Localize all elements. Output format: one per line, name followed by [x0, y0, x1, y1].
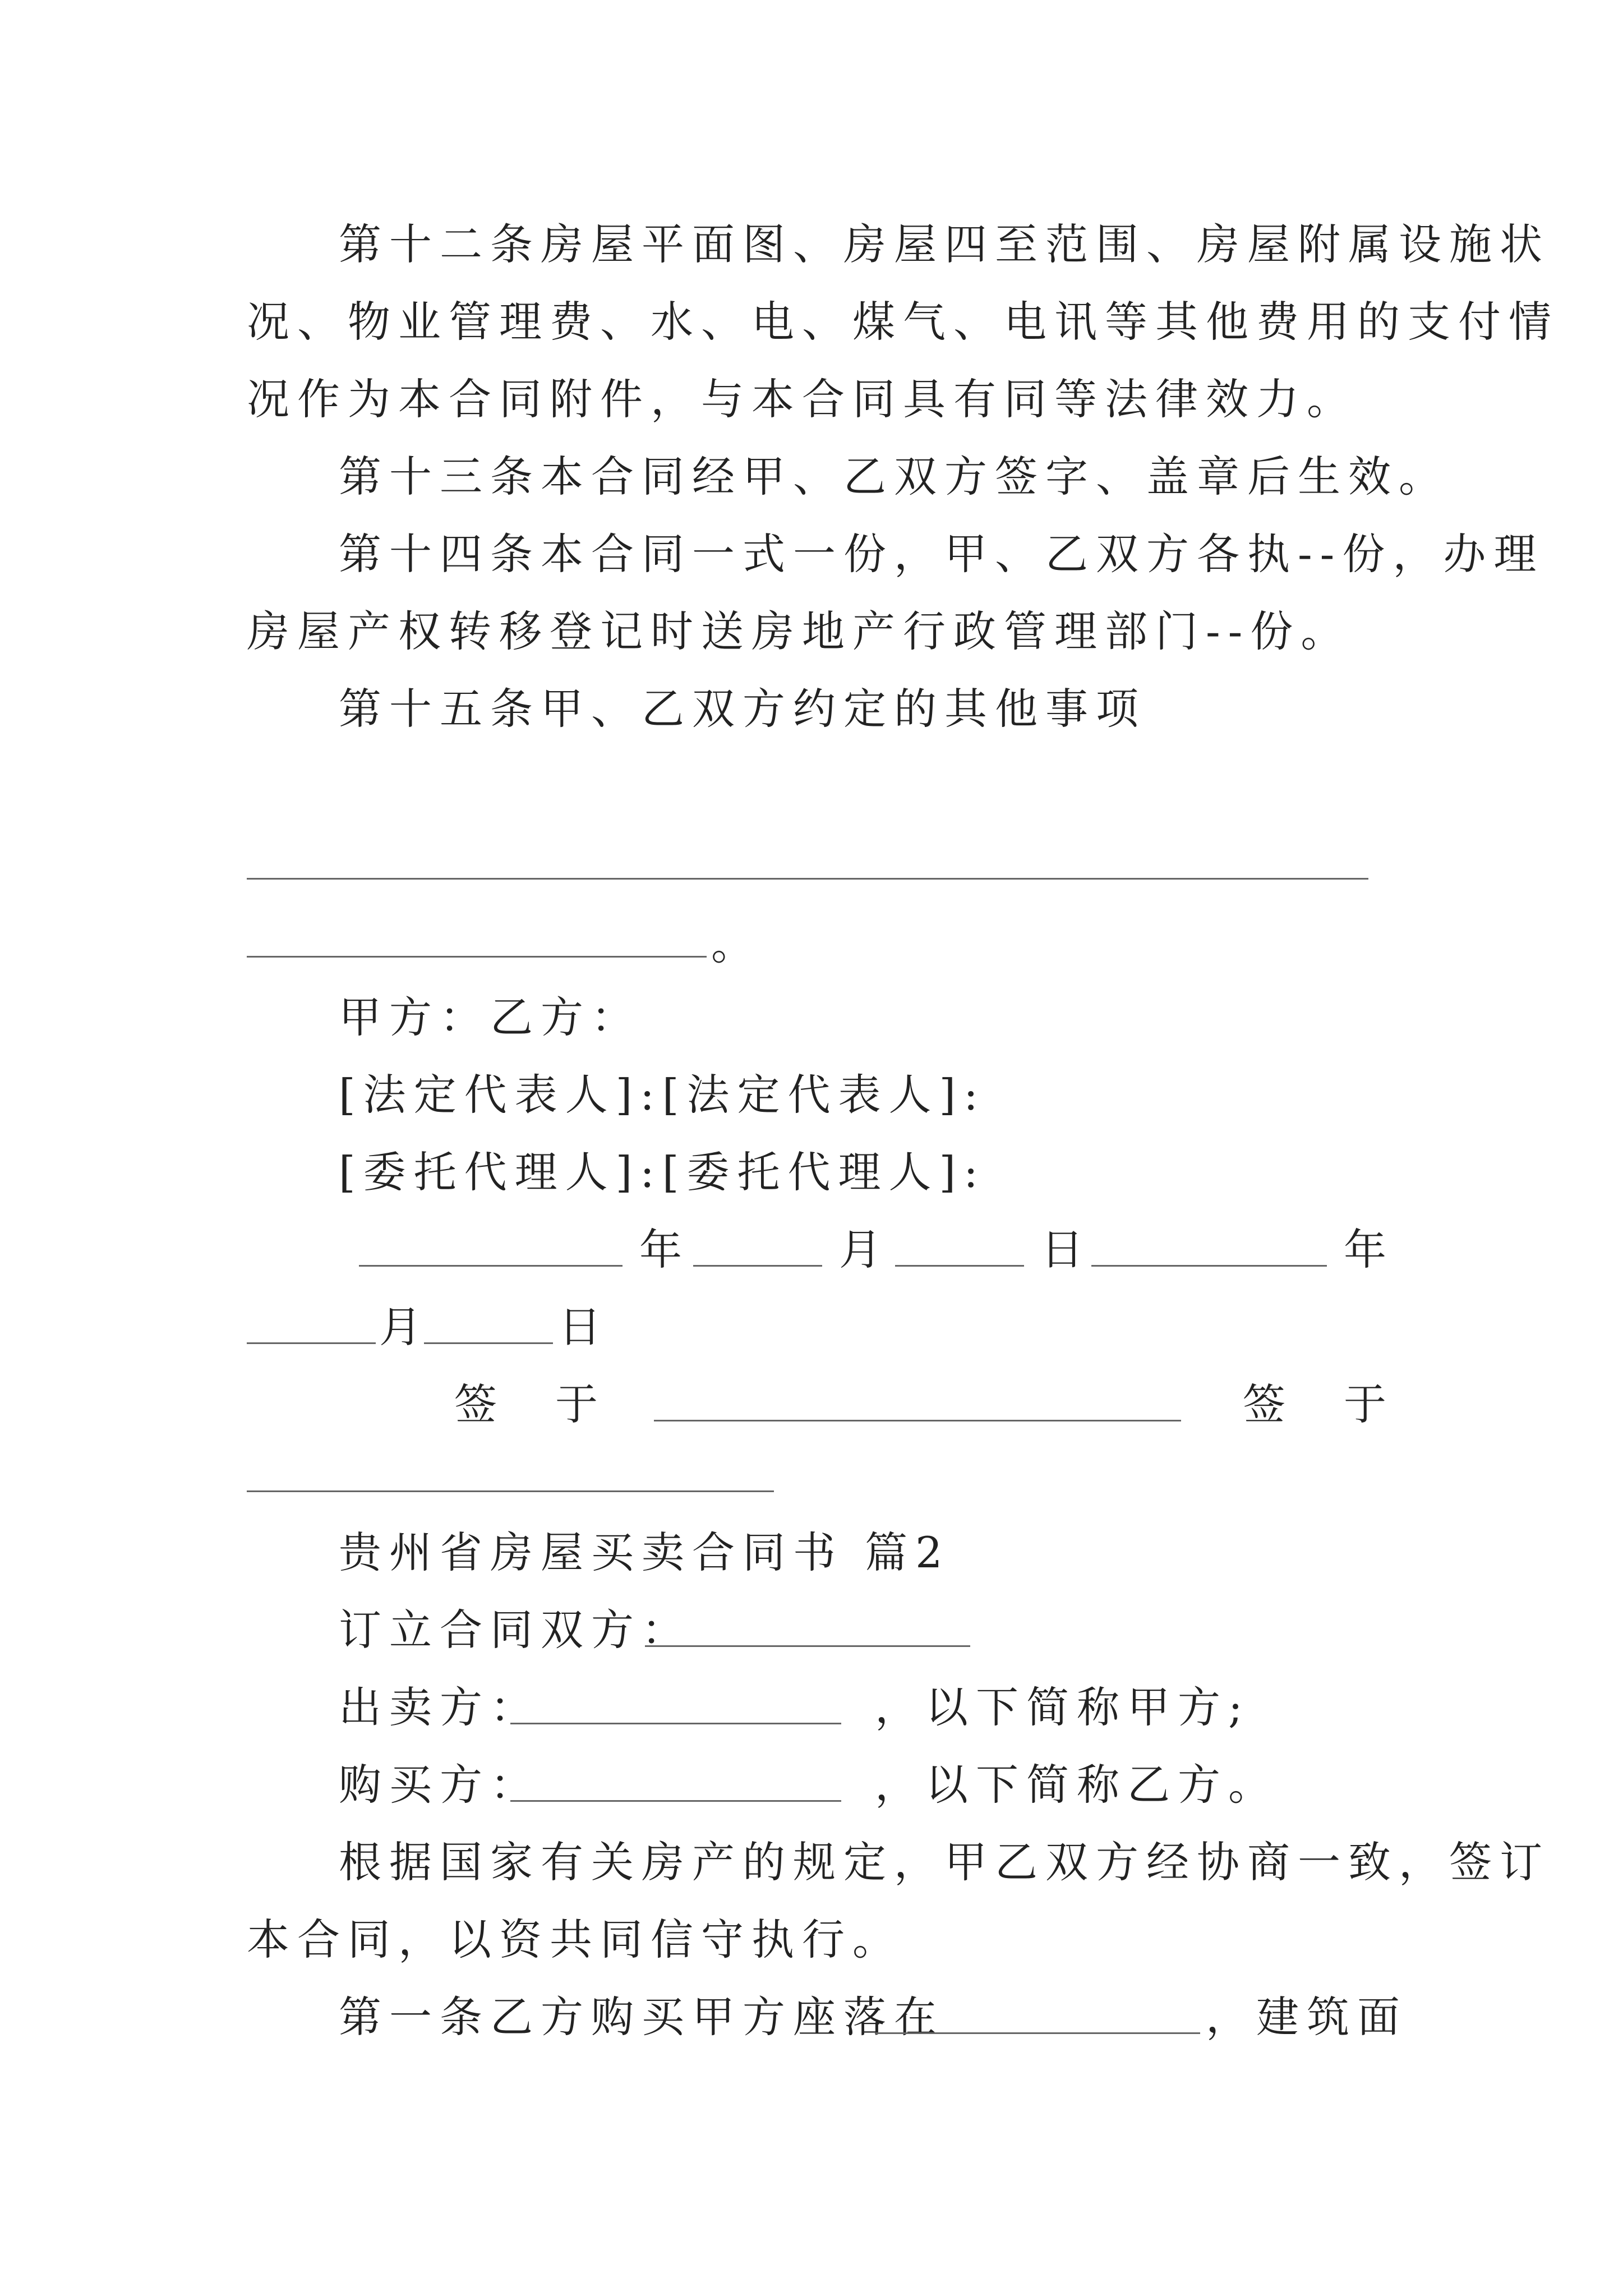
label-year-1: 年 [639, 1225, 690, 1274]
label-day-2: 日 [559, 1302, 609, 1352]
label-contract-parties: 订立合同双方： [339, 1605, 692, 1655]
signature-legal-rep: [法定代表人]:[法定代表人]: [339, 1070, 986, 1120]
paragraph-article-15: 第十五条甲、乙双方约定的其他事项 [339, 684, 1146, 734]
paragraph-article-12-line-2: 况、物业管理费、水、电、煤气、电讯等其他费用的支付情 [247, 297, 1559, 347]
label-signed-at-1b: 于 [555, 1379, 606, 1429]
blank-signed-at-1 [654, 1420, 1181, 1421]
article-1-prefix: 第一条乙方购买甲方座落在 [339, 1992, 944, 2042]
blank-month-1 [693, 1265, 822, 1267]
blank-day-2 [424, 1342, 553, 1344]
label-month-2: 月 [379, 1302, 430, 1352]
paragraph-article-14-line-2: 房屋产权转移登记时送房地产行政管理部门--份。 [247, 606, 1352, 656]
label-signed-at-2b: 于 [1344, 1379, 1394, 1429]
blank-contract-parties [645, 1645, 970, 1647]
label-year-2: 年 [1344, 1225, 1394, 1274]
buyer-suffix: ，以下简称乙方。 [875, 1760, 1279, 1810]
label-buyer: 购买方： [339, 1760, 541, 1810]
blank-seller [510, 1723, 841, 1724]
paragraph-article-12-line-3: 况作为本合同附件，与本合同具有同等法律效力。 [247, 374, 1357, 424]
blank-month-2 [247, 1342, 376, 1344]
blank-line-other-matters-1 [247, 878, 1368, 880]
label-seller: 出卖方： [339, 1682, 541, 1732]
paragraph-article-14-line-1: 第十四条本合同一式一份，甲、乙双方各执--份，办理 [339, 529, 1544, 579]
signature-agent: [委托代理人]:[委托代理人]: [339, 1147, 986, 1197]
paragraph-article-13: 第十三条本合同经甲、乙双方签字、盖章后生效。 [339, 452, 1449, 501]
paragraph-basis-line-2: 本合同，以资共同信守执行。 [247, 1915, 903, 1964]
blank-day-1 [895, 1265, 1024, 1267]
label-signed-at-2a: 签 [1243, 1379, 1293, 1429]
blank-signed-at-2 [247, 1490, 774, 1492]
paragraph-article-12-line-1: 第十二条房屋平面图、房屋四至范围、房屋附属设施状 [339, 219, 1550, 269]
blank-line-other-matters-2 [247, 956, 707, 958]
paragraph-basis-line-1: 根据国家有关房产的规定，甲乙双方经协商一致，签订 [339, 1837, 1550, 1887]
article-1-suffix: ，建筑面 [1206, 1992, 1408, 2042]
section-title-part-2: 贵州省房屋买卖合同书 篇2 [339, 1527, 951, 1577]
seller-suffix: ，以下简称甲方; [875, 1682, 1251, 1732]
blank-buyer [510, 1800, 841, 1802]
label-day-1: 日 [1041, 1225, 1091, 1274]
blank-year-1 [359, 1265, 623, 1267]
label-month-1: 月 [839, 1225, 889, 1274]
blank-year-2 [1091, 1265, 1327, 1267]
blank-article-1-location [875, 2032, 1200, 2034]
signature-parties: 甲方：乙方： [339, 992, 642, 1042]
blank-line-period: 。 [711, 919, 762, 969]
label-signed-at-1a: 签 [454, 1379, 505, 1429]
